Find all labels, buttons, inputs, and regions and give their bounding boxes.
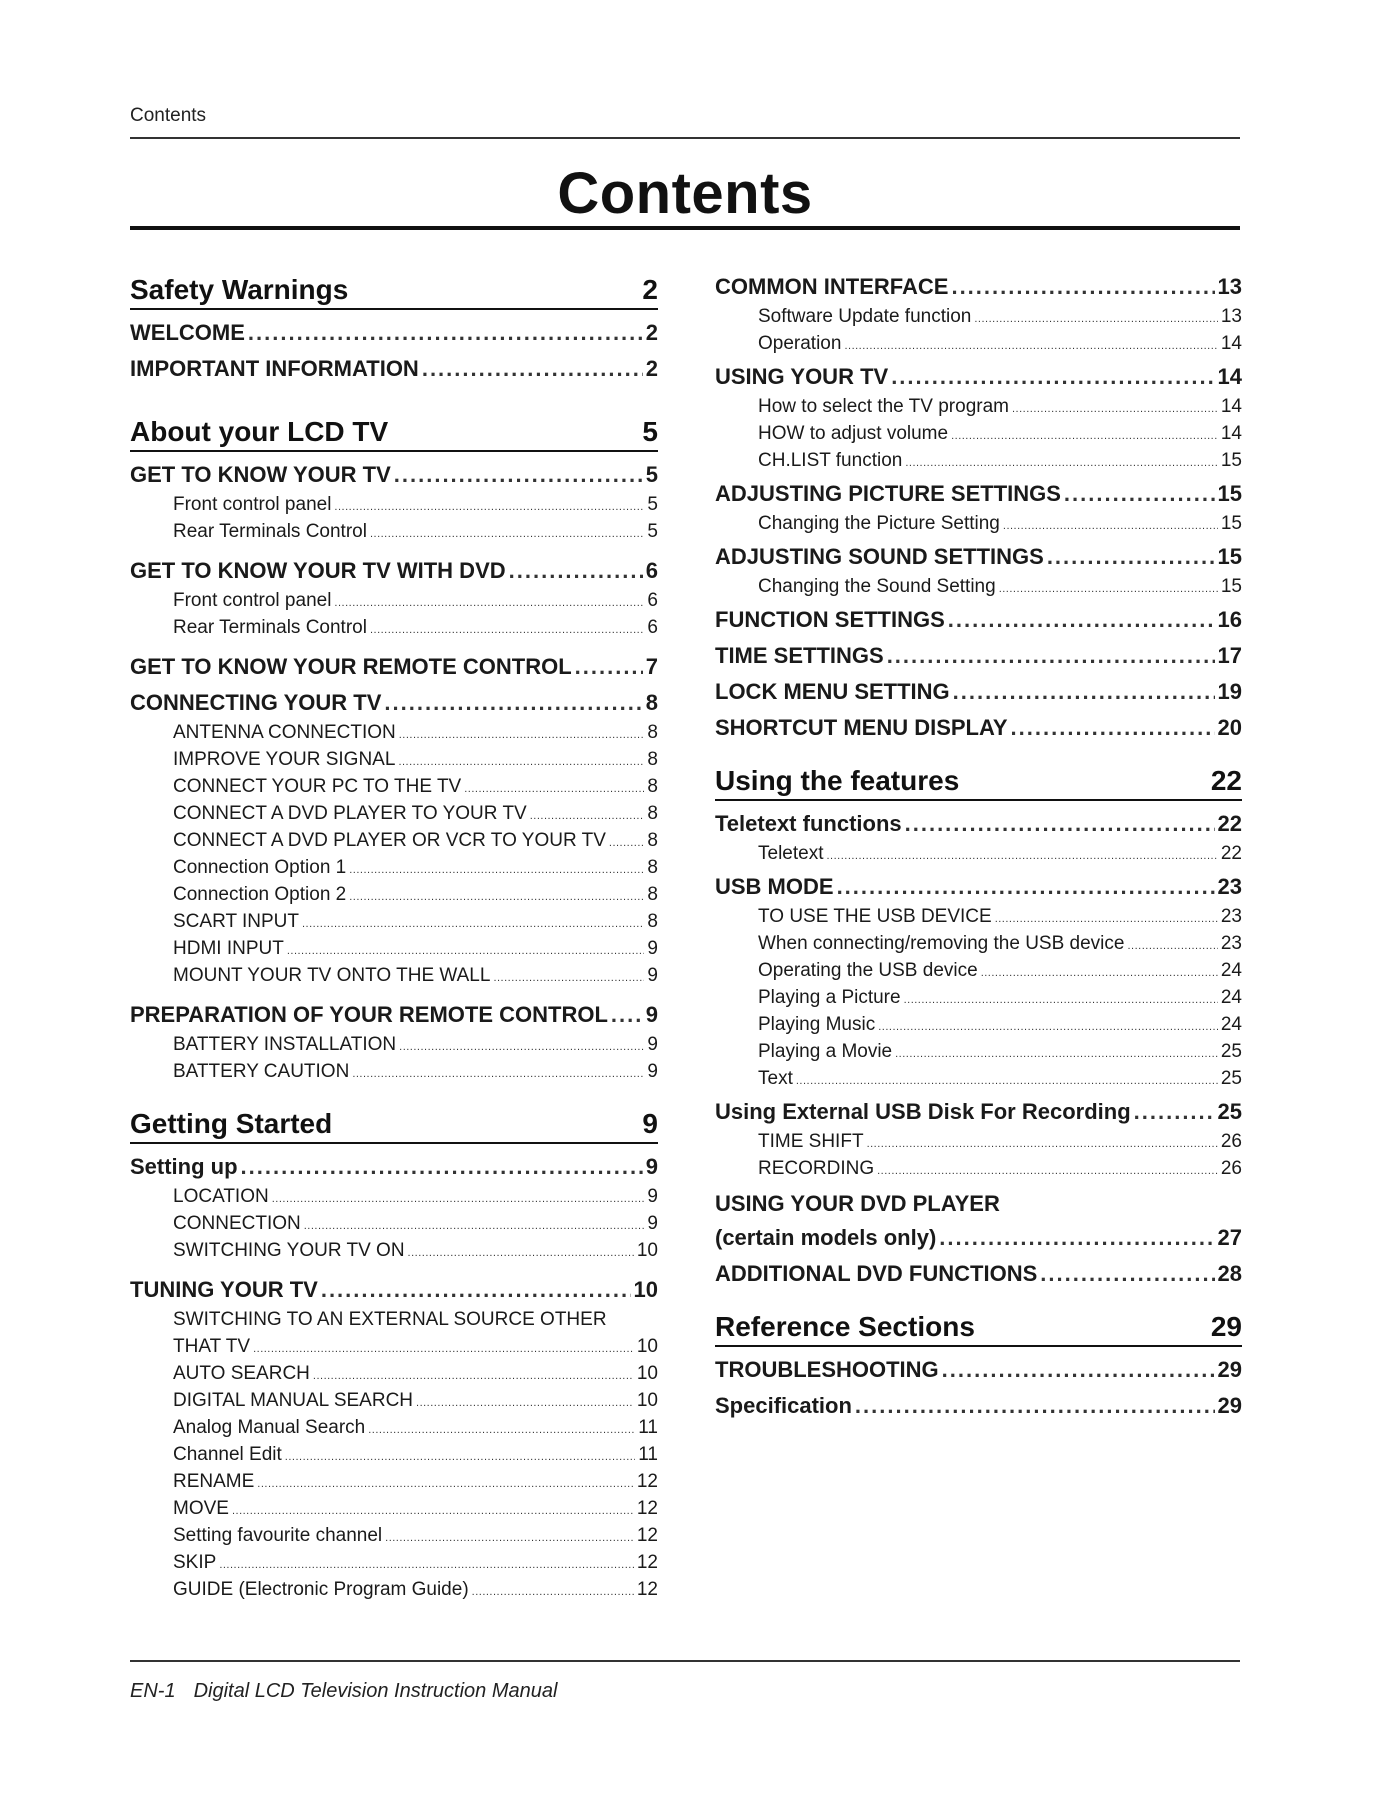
running-header: Contents [130, 105, 207, 126]
toc-entry-lock-menu[interactable]: LOCK MENU SETTING ..... 19 [715, 669, 1242, 705]
toc-subentry[interactable]: Changing the Sound Setting ..... 15 [715, 576, 1242, 603]
toc-subentry[interactable]: Connection Option 2 ..... 8 [130, 884, 658, 911]
toc-subentry-first-line[interactable]: SWITCHING TO AN EXTERNAL SOURCE OTHER [173, 1309, 607, 1330]
toc-subentry[interactable]: Rear Terminals Control ..... 6 [130, 617, 658, 644]
toc-left-column [130, 268, 658, 1606]
toc-subentry[interactable]: Operating the USB device ..... 24 [715, 960, 1242, 987]
section-heading-reference[interactable]: Reference Sections 29 [715, 1305, 1242, 1347]
toc-subentry[interactable]: Setting favourite channel ..... 12 [130, 1525, 658, 1552]
toc-subentry[interactable]: Playing a Movie ..... 25 [715, 1041, 1242, 1068]
toc-entry-tuning[interactable]: TUNING YOUR TV ..... 10 [130, 1267, 658, 1303]
toc-entry-setting-up[interactable]: Setting up ..... 9 [130, 1144, 658, 1180]
toc-subentry[interactable]: SCART INPUT ..... 8 [130, 911, 658, 938]
toc-entry-using-your-tv[interactable]: USING YOUR TV ..... 14 [715, 360, 1242, 390]
toc-subentry[interactable]: SWITCHING YOUR TV ON ..... 10 [130, 1240, 658, 1267]
toc-subentry[interactable]: CONNECTION ..... 9 [130, 1213, 658, 1240]
section-heading-features[interactable]: Using the features 22 [715, 759, 1242, 801]
toc-subentry[interactable]: TO USE THE USB DEVICE ..... 23 [715, 906, 1242, 933]
toc-subentry[interactable]: Front control panel ..... 5 [130, 494, 658, 521]
footer-manual-title: Digital LCD Television Instruction Manual [193, 1680, 558, 1702]
toc-subentry[interactable]: Playing Music ..... 24 [715, 1014, 1242, 1041]
toc-subentry[interactable]: CH.LIST function ..... 15 [715, 450, 1242, 477]
page-title: Contents [557, 161, 813, 226]
toc-entry-usb-recording[interactable]: Using External USB Disk For Recording ..... 25 [715, 1095, 1242, 1125]
toc-subentry[interactable]: ANTENNA CONNECTION ..... 8 [130, 722, 658, 749]
toc-entry-get-to-know-dvd[interactable]: GET TO KNOW YOUR TV WITH DVD ..... 6 [130, 548, 658, 584]
toc-entry-dvd-functions[interactable]: ADDITIONAL DVD FUNCTIONS ..... 28 [715, 1251, 1242, 1287]
toc-subentry[interactable]: MOUNT YOUR TV ONTO THE WALL ..... 9 [130, 965, 658, 992]
toc-entry-common-interface[interactable]: COMMON INTERFACE ..... 13 [715, 268, 1242, 300]
toc-subentry[interactable]: DIGITAL MANUAL SEARCH ..... 10 [130, 1390, 658, 1417]
footer-page-number: EN-1 [130, 1680, 176, 1702]
toc-subentry[interactable]: Text ..... 25 [715, 1068, 1242, 1095]
toc-subentry[interactable]: HDMI INPUT ..... 9 [130, 938, 658, 965]
toc-entry-teletext[interactable]: Teletext functions ..... 22 [715, 801, 1242, 837]
toc-subentry[interactable]: When connecting/removing the USB device ..... 23 [715, 933, 1242, 960]
toc-subentry[interactable]: HOW to adjust volume ..... 14 [715, 423, 1242, 450]
section-heading-safety[interactable]: Safety Warnings 2 [130, 268, 658, 310]
section-heading-getting-started[interactable]: Getting Started 9 [130, 1102, 658, 1144]
toc-entry-prep-remote[interactable]: PREPARATION OF YOUR REMOTE CONTROL ..... 9 [130, 992, 658, 1028]
toc-subentry[interactable]: BATTERY INSTALLATION ..... 9 [130, 1034, 658, 1061]
page-footer [130, 1680, 557, 1703]
toc-subentry[interactable]: Channel Edit ..... 11 [130, 1444, 658, 1471]
footer-rule [130, 1660, 1240, 1662]
toc-entry-get-to-know[interactable]: GET TO KNOW YOUR TV ..... 5 [130, 452, 658, 488]
title-rule [130, 226, 1240, 230]
toc-subentry[interactable]: GUIDE (Electronic Program Guide) ..... 12 [130, 1579, 658, 1606]
toc-subentry[interactable]: CONNECT YOUR PC TO THE TV ..... 8 [130, 776, 658, 803]
toc-entry-connecting[interactable]: CONNECTING YOUR TV ..... 8 [130, 680, 658, 716]
header-rule [130, 137, 1240, 139]
toc-subentry[interactable]: Connection Option 1 ..... 8 [130, 857, 658, 884]
toc-entry-welcome[interactable]: WELCOME ..... 2 [130, 310, 658, 346]
section-heading-about[interactable]: About your LCD TV 5 [130, 410, 658, 452]
toc-entry-important-information[interactable]: IMPORTANT INFORMATION ..... 2 [130, 346, 658, 382]
toc-subentry[interactable]: Playing a Picture ..... 24 [715, 987, 1242, 1014]
toc-subentry[interactable]: RENAME ..... 12 [130, 1471, 658, 1498]
toc-entry-time-settings[interactable]: TIME SETTINGS ..... 17 [715, 633, 1242, 669]
toc-subentry[interactable]: Operation ..... 14 [715, 333, 1242, 360]
toc-subentry[interactable]: Teletext ..... 22 [715, 843, 1242, 870]
toc-entry-remote-control[interactable]: GET TO KNOW YOUR REMOTE CONTROL ..... 7 [130, 644, 658, 680]
toc-entry-shortcut-menu[interactable]: SHORTCUT MENU DISPLAY ..... 20 [715, 705, 1242, 741]
toc-subentry[interactable]: Front control panel ..... 6 [130, 590, 658, 617]
toc-right-column [715, 268, 1242, 1419]
toc-subentry[interactable]: CONNECT A DVD PLAYER TO YOUR TV ..... 8 [130, 803, 658, 830]
toc-subentry[interactable]: Rear Terminals Control ..... 5 [130, 521, 658, 548]
toc-entry-dvd-player[interactable]: USING YOUR DVD PLAYER (certain models only) ..... 27 [715, 1185, 1242, 1251]
toc-subentry[interactable]: AUTO SEARCH ..... 10 [130, 1363, 658, 1390]
toc-subentry[interactable]: BATTERY CAUTION ..... 9 [130, 1061, 658, 1088]
toc-subentry[interactable]: CONNECT A DVD PLAYER OR VCR TO YOUR TV ..... 8 [130, 830, 658, 857]
toc-entry-troubleshooting[interactable]: TROUBLESHOOTING ..... 29 [715, 1347, 1242, 1383]
toc-subentry[interactable]: How to select the TV program ..... 14 [715, 396, 1242, 423]
toc-subentry[interactable]: Changing the Picture Setting ..... 15 [715, 513, 1242, 540]
toc-subentry[interactable]: MOVE ..... 12 [130, 1498, 658, 1525]
toc-entry-picture-settings[interactable]: ADJUSTING PICTURE SETTINGS ..... 15 [715, 477, 1242, 507]
toc-subentry[interactable]: LOCATION ..... 9 [130, 1186, 658, 1213]
toc-entry-function-settings[interactable]: FUNCTION SETTINGS ..... 16 [715, 603, 1242, 633]
toc-subentry[interactable]: Analog Manual Search ..... 11 [130, 1417, 658, 1444]
toc-subentry[interactable]: TIME SHIFT ..... 26 [715, 1131, 1242, 1158]
toc-entry-specification[interactable]: Specification ..... 29 [715, 1383, 1242, 1419]
toc-subentry[interactable]: THAT TV ..... 10 [130, 1336, 658, 1363]
toc-entry-sound-settings[interactable]: ADJUSTING SOUND SETTINGS ..... 15 [715, 540, 1242, 570]
toc-subentry[interactable]: Software Update function ..... 13 [715, 306, 1242, 333]
toc-subentry[interactable]: RECORDING ..... 26 [715, 1158, 1242, 1185]
toc-subentry[interactable]: SKIP ..... 12 [130, 1552, 658, 1579]
toc-entry-usb-mode[interactable]: USB MODE ..... 23 [715, 870, 1242, 900]
toc-subentry[interactable]: IMPROVE YOUR SIGNAL ..... 8 [130, 749, 658, 776]
